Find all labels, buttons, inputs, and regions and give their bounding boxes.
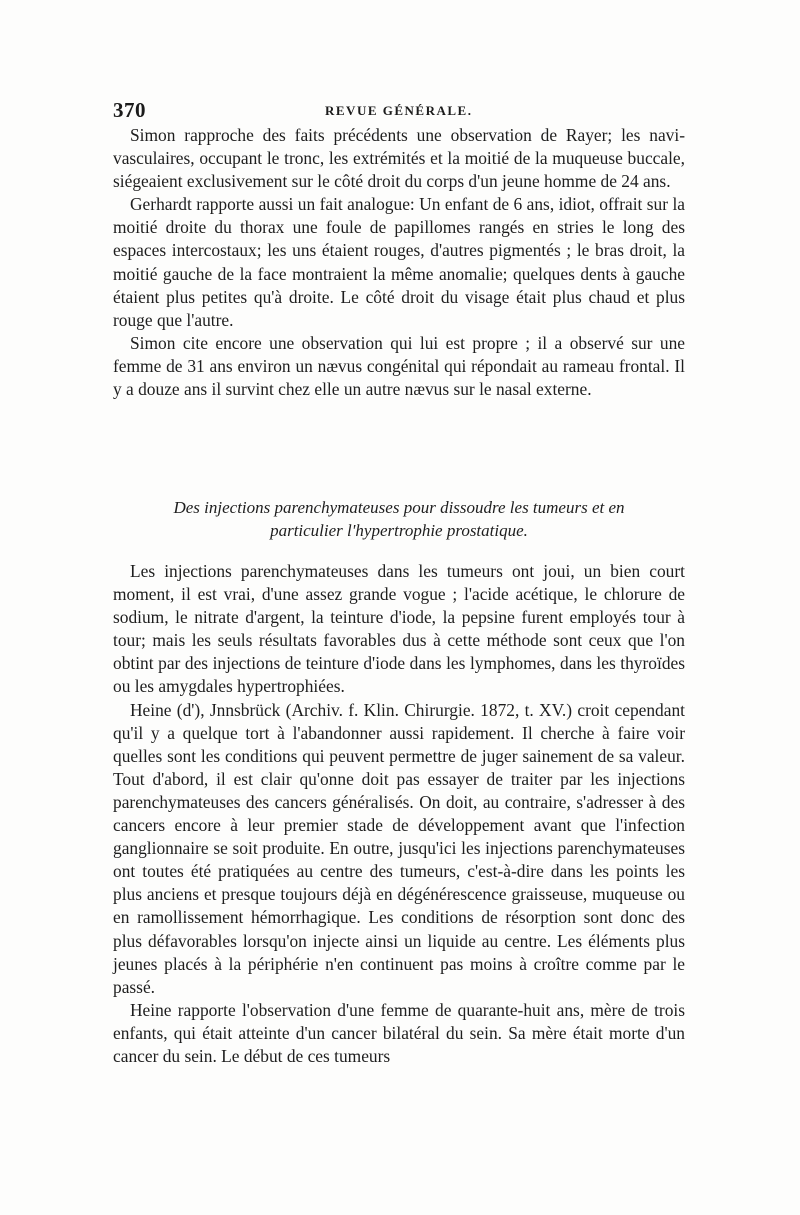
paragraph: Heine rapporte l'observation d'une femme de quarante-huit ans, mère de trois enfants, qui était atteinte d'un cancer bilatéral du sein. Sa mère était morte d'un cancer du sein. Le début de ces tumeurs xyxy=(113,999,685,1066)
text-block-before-heading xyxy=(113,124,685,401)
page-header xyxy=(113,98,683,126)
paragraph: Heine (d'), Jnnsbrück (Archiv. f. Klin. Chirurgie. 1872, t. XV.) croit cependant qu'il y a quelque tort à l'abandonner aussi rapidement. Il cherche à faire voir quelles sont les conditions qui peuvent permettre de juger sainement de sa valeur. Tout d'abord, il est clair qu'onne doit pas essayer de traiter par les injections parenchymateuses des cancers généralisés. On doit, au contraire, s'adresser à des cancers encore à leur premier stade de développement avant que l'infection ganglionnaire se soit produite. En outre, jusqu'ici les injections parenchymateuses ont toutes été pratiquées au centre des tumeurs, c'est-à-dire dans les points les plus anciens et presque toujours déjà en dégénérescence graisseuse, muqueuse ou en ramollissement hémorrhagique. Les conditions de résorption sont donc des plus défavorables lorsqu'on injecte ainsi un liquide au centre. Les éléments plus jeunes placés à la périphérie n'en continuent pas moins à croître comme par le passé. xyxy=(113,699,685,997)
paragraph: Simon rapproche des faits précédents une observation de Rayer; les navi-vasculaires, occupant le tronc, les extrémités et la moitié de la muqueuse buccale, siégeaient exclusivement sur le côté droit du corps d'un jeune homme de 24 ans. xyxy=(113,125,685,192)
paragraph: Les injections parenchymateuses dans les tumeurs ont joui, un bien court moment, il est vrai, d'une assez grande vogue ; l'acide acétique, le chlorure de sodium, le nitrate d'argent, la teinture d'iode, la pepsine furent employés tour à tour; mais les seuls résultats favorables dus à cette méthode sont ceux que l'on obtint par des injections de teinture d'iode dans les lymphomes, dans les thyroïdes ou les amygdales hypertrophiées. xyxy=(113,561,685,697)
text-block-after-heading xyxy=(113,560,685,1068)
section-heading-line-2: particulier l'hypertrophie prostatique. xyxy=(270,521,528,540)
paragraph: Gerhardt rapporte aussi un fait analogue: Un enfant de 6 ans, idiot, offrait sur la moitié droite du thorax une foule de papillomes rangés en stries le long des espaces intercostaux; les uns étaient rouges, d'autres pigmentés ; le bras droit, la moitié gauche de la face montraient la même anomalie; quelques dents à gauche étaient plus petites qu'à droite. Le côté droit du visage était plus chaud et plus rouge que l'autre. xyxy=(113,194,685,330)
page-number: 370 xyxy=(113,98,146,122)
section-heading-line-1: Des injections parenchymateuses pour dissoudre les tumeurs et en xyxy=(173,498,625,517)
running-title: REVUE GÉNÉRALE. xyxy=(325,103,473,118)
section-heading xyxy=(113,496,685,542)
paragraph: Simon cite encore une observation qui lui est propre ; il a observé sur une femme de 31 ans environ un nævus congénital qui répondait au rameau frontal. Il y a douze ans il survint chez elle un autre nævus sur le nasal externe. xyxy=(113,332,685,400)
